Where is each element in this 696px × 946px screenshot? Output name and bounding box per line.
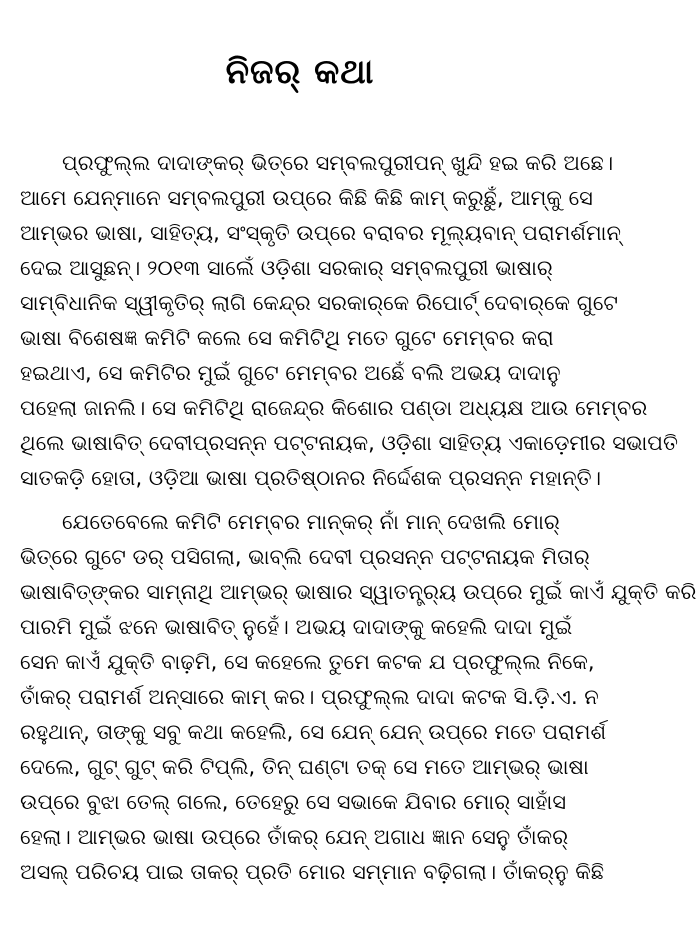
paragraph-2-line-11: ଅସଲ୍ ପରିଚୟ ପାଇ ତାକର୍ ପ୍ରତି ମୋର ସମ୍ମାନ ବଢ଼ିଗଲା। ତାଁକର୍‌ନୁ କିଛି <box>20 860 605 884</box>
paragraph-1-line-6: ଭାଷା ବିଶେଷଜ୍ଞ କମିଟି କଲେ ସେ କମିଟିଥି ମତେ ଗୁଟେ ମେମ୍ବର କରା <box>20 326 554 350</box>
paragraph-1-line-10: ସାତକଡ଼ି ହୋତା, ଓଡ଼ିଆ ଭାଷା ପ୍ରତିଷ୍ଠାନର ନିର୍ଦ୍ଦେଶକ ପ୍ରସନ୍ନ ମହାନ୍ତି। <box>20 466 602 490</box>
paragraph-1-line-4: ଦେଇ ଆସୁଛନ୍। ୨୦୧୩ ସାଲେଁ ଓଡ଼ିଶା ସରକାର୍ ସମ୍ବଲପୁରୀ ଭାଷାର୍ <box>20 256 553 280</box>
paragraph-1-line-5: ସାମ୍ବିଧାନିକ ସ୍ୱୀକୃତିର୍ ଲାଗି କେନ୍ଦ୍ର ସରକାର୍‌କେ ରିପୋର୍ଟ୍ ଦେବାର୍‌କେ ଗୁଟେ <box>20 291 618 315</box>
paragraph-2-line-2: ଭିତ୍ରେ ଗୁଟେ ଡର୍ ପସିଗଲା, ଭାବ୍‌ଲି ଦେବୀ ପ୍ରସନ୍ନ ପଟ୍ଟନାୟକ ମିତାର୍ <box>20 545 590 569</box>
paragraph-2-line-1: ଯେତେବେଲେ କମିଟି ମେମ୍ବର ମାନ୍‌କର୍ ନାଁ ମାନ୍ ଦେଖଲି ମୋର୍ <box>62 510 560 534</box>
paragraph-1-line-9: ଥିଲେ ଭାଷାବିତ୍ ଦେବୀପ୍ରସନ୍ନ ପଟ୍ଟନାୟକ, ଓଡ଼ିଶା ସାହିତ୍ୟ ଏକାଡ଼େମୀର ସଭାପତି <box>20 431 678 455</box>
paragraph-2-line-10: ହେଲା। ଆମ୍ଭର ଭାଷା ଉପ୍ରେ ତାଁକର୍ ଯେନ୍ ଅଗାଧ ଜ୍ଞାନ ସେନୁ ତାଁକର୍ <box>20 825 569 849</box>
paragraph-1-line-2: ଆମେ ଯେନ୍‌ମାନେ ସମ୍ବଲପୁରୀ ଉପ୍ରେ କିଛି କିଛି କାମ୍ କରୁଛୁଁ, ଆମ୍‌କୁ ସେ <box>20 186 593 210</box>
paragraph-2-line-9: ଉପ୍ରେ ବୁଝା ତେଲ୍ ଗଲେ, ତେହେରୁ ସେ ସଭାକେ ଯିବାର ମୋର୍ ସାହାଁସ <box>20 790 567 814</box>
page-title: ନିଜର୍ କଥା <box>225 52 375 92</box>
paragraph-1-line-1: ପ୍ରଫୁଲ୍ଲ ଦାଦାଙ୍କର୍ ଭିତ୍ରେ ସମ୍ବଲପୁରୀପନ୍ ଖୁନ୍ଦି ହଇ କରି ଅଛେ। <box>62 151 614 175</box>
paragraph-2-line-8: ଦେଲେ, ଗୁଟ୍ ଗୁଟ୍ କରି ଟିପ୍‌ଲି, ତିନ୍ ଘଣ୍ଟା ତକ୍ ସେ ମତେ ଆମ୍ଭର୍ ଭାଷା <box>20 755 589 779</box>
paragraph-2-line-5: ସେନ କାଏଁ ଯୁକ୍ତି ବାଢ଼ମି, ସେ କହେଲେ ତୁମେ କଟକ ଯ ପ୍ରଫୁଲ୍ଲ ନିକେ, <box>20 650 595 674</box>
paragraph-1-line-7: ହଇଥାଏ, ସେ କମିଟିର ମୁଇଁ ଗୁଟେ ମେମ୍ବର ଅଛେଁ ବଲି ଅଭୟ ଦାଦାନୁ <box>20 361 561 385</box>
paragraph-2-line-4: ପାରମି ମୁଇଁ ଝନେ ଭାଷାବିତ୍ ନୁହେଁ। ଅଭୟ ଦାଦାଙ୍କୁ କହେଲି ଦାଦା ମୁଇଁ <box>20 615 573 639</box>
paragraph-2-line-3: ଭାଷାବିତ୍‌ଙ୍କର ସାମ୍ନାଥି ଆମ୍ଭର୍ ଭାଷାର ସ୍ୱାତନ୍ତ୍ର୍ୟ ଉପ୍ରେ ମୁଇଁ କାଏଁ ଯୁକ୍ତି କରି <box>20 580 696 604</box>
paragraph-1-line-8: ପହେଲା ଜାନଲି। ସେ କମିଟିଥି ରାଜେନ୍ଦ୍ର କିଶୋର ପଣ୍ଡା ଅଧ୍ୟକ୍ଷ ଆଉ ମେମ୍ବର <box>20 396 648 420</box>
paragraph-2-line-7: ରହୁଥାନ୍, ତାଙ୍କୁ ସବୁ କଥା କହେଲି, ସେ ଯେନ୍ ଯେନ୍ ଉପ୍ରେ ମତେ ପରାମର୍ଶ <box>20 720 607 744</box>
paragraph-2-line-6: ତାଁକର୍ ପରାମର୍ଶ ଅନ୍‌ସାରେ କାମ୍ କର। ପ୍ରଫୁଲ୍ଲ ଦାଦା କଟକ ସି.ଡ଼ି.ଏ. ନ <box>20 685 599 709</box>
paragraph-1-line-3: ଆମ୍ଭର ଭାଷା, ସାହିତ୍ୟ, ସଂସ୍କୃତି ଉପ୍ରେ ବରାବର ମୂଲ୍ୟବାନ୍ ପରାମର୍ଶମାନ୍ <box>20 221 621 245</box>
